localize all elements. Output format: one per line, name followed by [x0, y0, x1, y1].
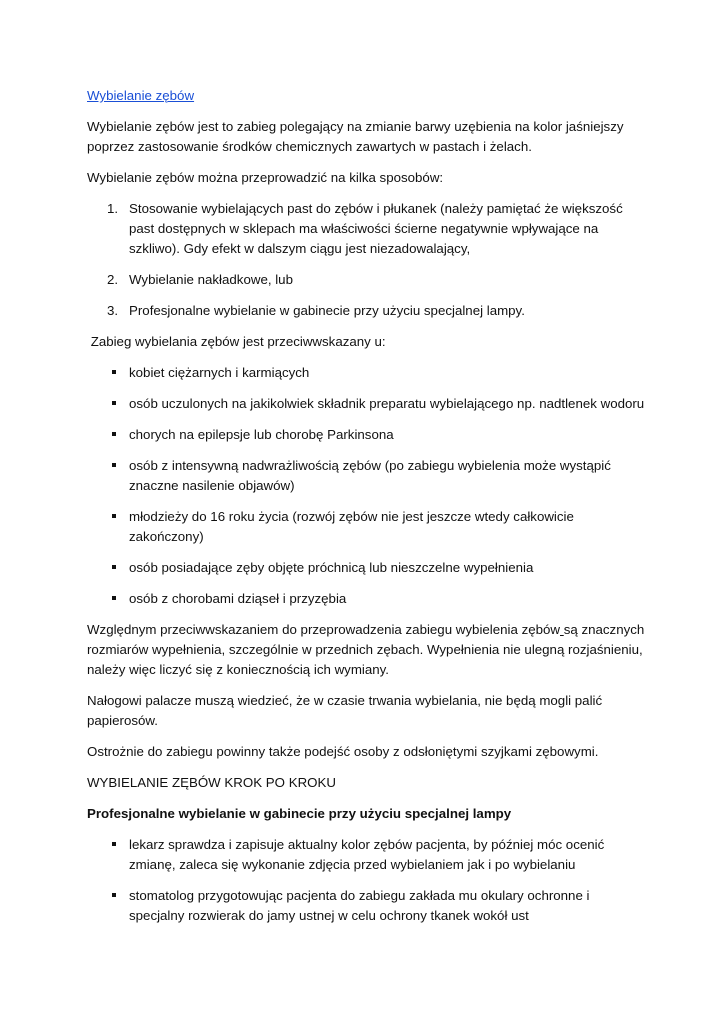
- list-number: 3.: [107, 303, 119, 318]
- relative-text-part2: są znacznych rozmiarów wypełnienia, szczególnie w przednich zębach. Wypełnienia nie ulegną rozjaśnieniu, należy więc liczyć się z koniecznością ich wymiany.: [87, 622, 645, 677]
- methods-list: [87, 199, 647, 321]
- contraindication-item: [87, 425, 647, 445]
- contraindication-item: [87, 394, 647, 414]
- list-item-text: osób uczulonych na jakikolwiek składnik preparatu wybielającego np. nadtlenek wodoru: [129, 396, 645, 411]
- methods-heading: Wybielanie zębów można przeprowadzić na kilka sposobów:: [87, 170, 444, 185]
- list-item-text: osób posiadające zęby objęte próchnicą lub nieszczelne wypełnienia: [129, 560, 534, 575]
- bullet-icon: [112, 596, 116, 600]
- bullet-icon: [112, 370, 116, 374]
- methods-list-item: [87, 199, 647, 259]
- list-item-text: Wybielanie nakładkowe, lub: [129, 272, 293, 287]
- list-number: 2.: [107, 272, 119, 287]
- list-item-text: osób z chorobami dziąseł i przyzębia: [129, 591, 347, 606]
- step-item: [87, 835, 647, 875]
- step-heading: WYBIELANIE ZĘBÓW KROK PO KROKU: [87, 775, 336, 790]
- intro-paragraph: Wybielanie zębów jest to zabieg polegający na zmianie barwy uzębienia na kolor jaśniejszy poprzez zastosowanie środków chemicznych zawartych w pastach i żelach.: [87, 119, 624, 154]
- list-item-text: chorych na epilepsje lub chorobę Parkinsona: [129, 427, 394, 442]
- bullet-icon: [112, 514, 116, 518]
- list-item-text: lekarz sprawdza i zapisuje aktualny kolor zębów pacjenta, by później móc ocenić zmianę, zaleca się wykonanie zdjęcia przed wybielaniem jak i po wybielaniu: [129, 837, 605, 872]
- contraindication-item: [87, 558, 647, 578]
- list-item-text: kobiet ciężarnych i karmiących: [129, 365, 310, 380]
- contraindication-item: [87, 589, 647, 609]
- list-number: 1.: [107, 201, 119, 216]
- contraindication-item: [87, 507, 647, 547]
- step-item: [87, 886, 647, 926]
- list-item-text: osób z intensywną nadwrażliwością zębów (po zabiegu wybielenia może wystąpić znaczne nasilenie objawów): [129, 458, 611, 493]
- bullet-icon: [112, 401, 116, 405]
- bullet-icon: [112, 432, 116, 436]
- document-body: [87, 86, 647, 937]
- bullet-icon: [112, 565, 116, 569]
- bullet-icon: [112, 842, 116, 846]
- bullet-icon: [112, 463, 116, 467]
- relative-text-part1: Względnym przeciwwskazaniem do przeprowadzenia zabiegu wybielenia zębów: [87, 622, 561, 637]
- methods-list-item: [87, 270, 647, 290]
- title-link[interactable]: Wybielanie zębów: [87, 88, 195, 103]
- list-item-text: Stosowanie wybielających past do zębów i płukanek (należy pamiętać że większość past dostępnych w sklepach ma właściwości ścierne negatywnie wpływające na szkliwo). Gdy efekt w dalszym ciągu jest niezadowalający,: [129, 201, 623, 256]
- methods-list-item: [87, 301, 647, 321]
- contraindication-item: [87, 456, 647, 496]
- list-item-text: stomatolog przygotowując pacjenta do zabiegu zakłada mu okulary ochronne i specjalny rozwierak do jamy ustnej w celu ochrony tkanek wokół ust: [129, 888, 590, 923]
- contraindications-list: [87, 363, 647, 609]
- smokers-paragraph: Nałogowi palacze muszą wiedzieć, że w czasie trwania wybielania, nie będą mogli palić papierosów.: [87, 693, 603, 728]
- caution-paragraph: Ostrożnie do zabiegu powinny także podejść osoby z odsłoniętymi szyjkami zębowymi.: [87, 744, 599, 759]
- steps-list: [87, 835, 647, 926]
- list-item-text: Profesjonalne wybielanie w gabinecie przy użyciu specjalnej lampy.: [129, 303, 525, 318]
- contraindications-heading: Zabieg wybielania zębów jest przeciwwskazany u:: [87, 334, 386, 349]
- bullet-icon: [112, 893, 116, 897]
- relative-contraindication-paragraph: [87, 620, 647, 680]
- contraindication-item: [87, 363, 647, 383]
- list-item-text: młodzieży do 16 roku życia (rozwój zębów nie jest jeszcze wtedy całkowicie zakończony): [129, 509, 574, 544]
- professional-heading: Profesjonalne wybielanie w gabinecie przy użyciu specjalnej lampy: [87, 806, 512, 821]
- title-paragraph: [87, 86, 647, 106]
